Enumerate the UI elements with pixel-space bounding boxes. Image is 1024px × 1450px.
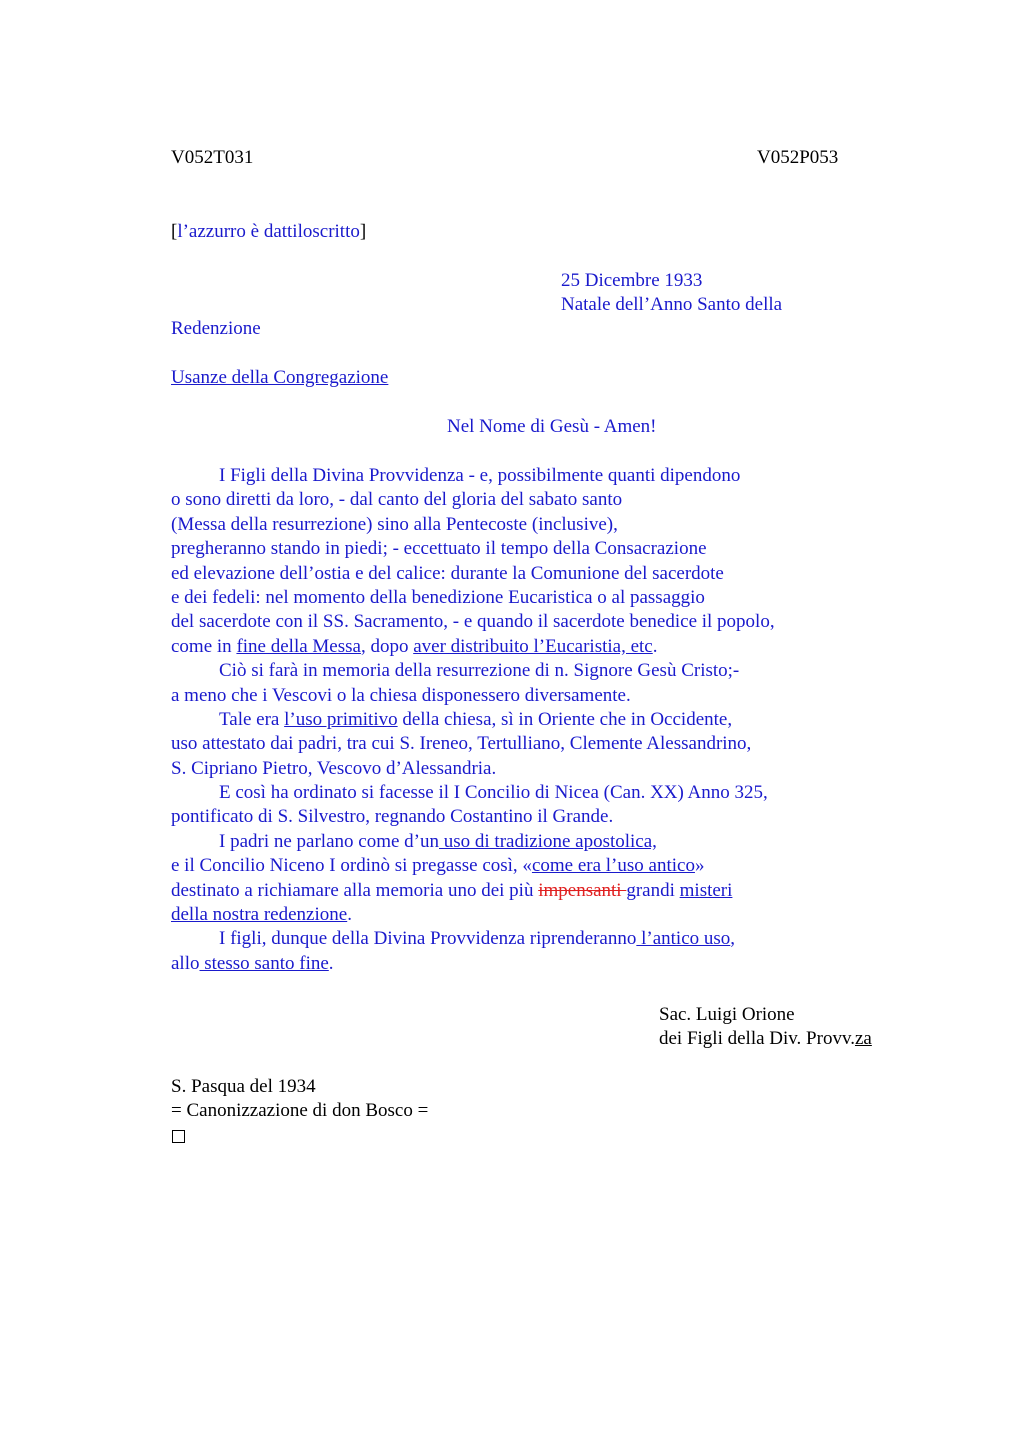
body-line [171,952,871,976]
text-run: destinato a richiamare alla memoria uno dei più [171,879,539,901]
body-line [171,903,871,927]
underlined-run: za [854,1028,872,1049]
body-line [171,927,871,951]
footer-line-1: S. Pasqua del 1934 [171,1076,316,1097]
text-run: Tale era [219,708,285,730]
underlined-run: aver distribuito l’Eucaristia, etc [413,635,653,657]
date-line-1: 25 Dicembre 1933 [561,270,703,291]
date-line-3: Redenzione [171,318,261,339]
body-line [171,854,871,878]
body-line: pontificato di S. Silvestro, regnando Costantino il Grande. [171,806,614,828]
text-run: I figli, dunque della Divina Provvidenza riprenderanno [219,928,637,950]
header-left-code: V052T031 [171,147,254,168]
text-run: I padri ne parlano come d’un [219,830,439,852]
body-line: uso attestato dai padri, tra cui S. Ireneo, Tertulliano, Clemente Alessandrino, [171,733,752,755]
text-run: . [652,635,658,657]
note-close-bracket: ] [359,221,367,242]
underlined-run: misteri [679,879,733,901]
body-line [171,879,871,903]
body-line: (Messa della resurrezione) sino alla Pentecoste (inclusive), [171,513,618,535]
underlined-run: uso di tradizione apostolica, [439,830,657,852]
signature-line-1: Sac. Luigi Orione [659,1004,795,1025]
body-line: Ciò si farà in memoria della resurrezione di n. Signore Gesù Cristo;- [219,660,740,682]
underlined-run: come era l’uso antico [531,855,695,877]
body-line [171,635,871,659]
underlined-run: fine della Messa [236,635,361,657]
header-right-code: V052P053 [757,147,839,168]
text-run: . [328,952,334,974]
underlined-run: l’antico uso [636,928,731,950]
date-line-2: Natale dell’Anno Santo della [561,294,783,315]
body-line: pregheranno stando in piedi; - eccettuato il tempo della Consacrazione [171,538,707,560]
letter-body [171,464,871,976]
body-line: I Figli della Divina Provvidenza - e, possibilmente quanti dipendono [219,465,741,486]
body-line: o sono diretti da loro, - dal canto del gloria del sabato santo [171,489,623,511]
text-run: grandi [626,879,680,901]
checkbox-icon [172,1124,185,1148]
signature-line-2 [659,1027,872,1051]
text-run: dei Figli della Div. Provv. [659,1028,855,1049]
invocation: Nel Nome di Gesù - Amen! [447,416,657,437]
underlined-run: stesso santo fine [199,952,329,974]
underlined-run: della nostra redenzione [171,904,348,926]
footer-line-2: = Canonizzazione di don Bosco = [171,1100,429,1121]
body-line: ed elevazione dell’ostia e del calice: durante la Comunione del sacerdote [171,562,724,584]
note-text: l’azzurro è dattiloscritto [177,221,360,242]
body-line: E così ha ordinato si facesse il I Concilio di Nicea (Can. XX) Anno 325, [219,782,768,804]
text-run: della chiesa, sì in Oriente che in Occidente, [397,708,733,730]
deleted-run: impensanti [538,879,627,901]
text-run: come in [171,635,237,657]
text-run: » [694,855,705,877]
text-run: allo [171,952,200,974]
note-open-bracket: [ [171,221,178,242]
text-run: , [730,928,736,950]
body-line [171,830,871,854]
body-line: e dei fedeli: nel momento della benedizione Eucaristica o al passaggio [171,586,705,608]
text-run: , dopo [360,635,414,657]
body-line: S. Cipriano Pietro, Vescovo d’Alessandria. [171,757,497,779]
text-run: e il Concilio Niceno I ordinò si pregasse così, « [171,855,532,877]
editorial-note [171,220,366,244]
subject-title: Usanze della Congregazione [171,367,389,388]
underlined-run: l’uso primitivo [284,708,398,730]
text-run: . [347,904,352,926]
body-line [171,708,871,732]
body-line: a meno che i Vescovi o la chiesa disponessero diversamente. [171,684,631,706]
body-line: del sacerdote con il SS. Sacramento, - e quando il sacerdote benedice il popolo, [171,611,775,633]
